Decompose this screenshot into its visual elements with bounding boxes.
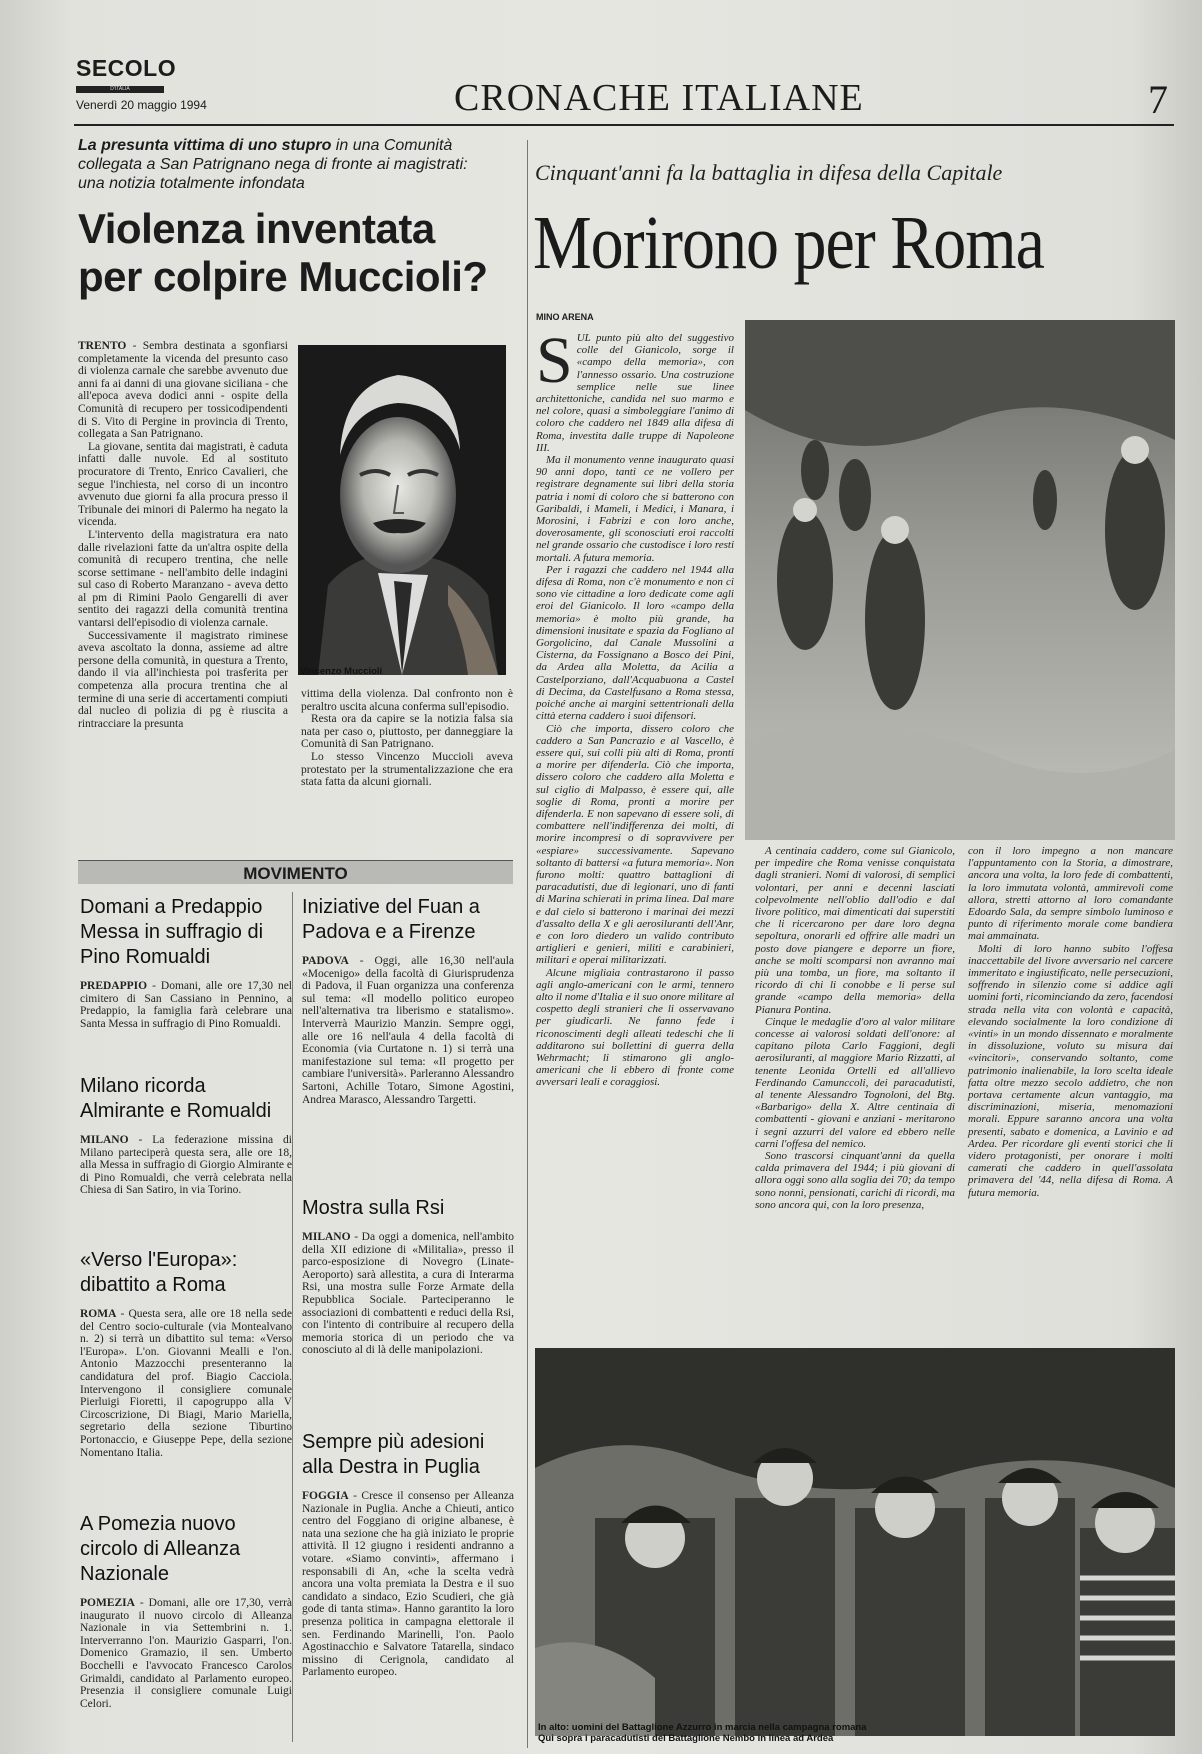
brief-headline: Sempre più adesioni alla Destra in Puglia — [302, 1431, 485, 1478]
movimento-section-bar — [78, 860, 513, 884]
lead-column-1 — [78, 340, 288, 730]
caption-line: Qui sopra i paracadutisti del Battaglione Nembo in linea ad Ardea — [538, 1733, 834, 1744]
brief-text: - La federazione missina di Milano parteciperà questa sera, alle ore 18, alla Messa in suffragio di Giorgio Almirante e di Pino Romualdi, che verrà celebrata nella Chiesa di San Satiro, in via Torino. — [80, 1134, 292, 1197]
feature-paragraph: con il loro impegno a non mancare l'appuntamento con la Storia, a dimostrare, ancora una volta, la loro fede di combattenti, la loro immutata volontà, ammirevoli come allora, stretti attorno al loro comandante Edoardo Sala, da sempre simbolo luminoso e punto di riferimento morale come bandiera mai ammainata. — [968, 845, 1173, 943]
brief-padova — [302, 895, 514, 1106]
lead-paragraph: - Sembra destinata a sgonfiarsi completamente la vicenda del presunto caso di violenza carnale che sarebbe avvenuto due anni fa ai danni di una giovane siciliana - che all'epoca aveva dodici anni - ospite della Comunità di recupero per tossicodipendenti di S. Vito di Pergine in provincia di Trento, collegata a San Patrignano. — [78, 340, 288, 441]
brief-dateline: POMEZIA — [80, 1597, 135, 1609]
lead-headline: Violenza inventata per colpire Muccioli? — [78, 205, 488, 300]
brief-text: - Questa sera, alle ore 18 nella sede del Centro socio-culturale (via Montealvano n. 2) si terrà un dibattito sul tema: «Verso l'Europa». L'on. Giovanni Mealli e l'on. Antonio Mazzocchi presenteranno la candidatura del prof. Biagio Cacciola. Intervengono il consigliere comunale Pierluigi Fioretti, il capogruppo alla V Circoscrizione, Di Biagi, Mario Mariella, segretario della sezione Tiburtino Portonaccio, e Giuseppe Pepe, della sezione Nomentano Italia. — [80, 1308, 292, 1459]
brief-mostra-rsi — [302, 1196, 514, 1357]
lead-column-2 — [301, 688, 513, 789]
brief-headline: Domani a Predappio Messa in suffragio di Pino Romualdi — [80, 896, 264, 968]
brief-text: - Domani, alle ore 17,30 nel cimitero di San Cassiano in Pennino, a Predappio, la famiglia farà celebrare una Santa Messa in suffragio di Pino Romualdi. — [80, 980, 292, 1030]
muccioli-photo-caption: Vincenzo Muccioli — [300, 666, 383, 677]
brief-text: - Da oggi a domenica, nell'ambito della XII edizione di «Militalia», presso il parco-esposizione di Novegro (Linate-Aeroporto) sarà allestita, a cura di Interarma Rsi, una mostra sulle Forze Armate della Repubblica Sociale. Parteciperanno le associazioni di combattenti e reduci della Rsi, con l'intento di contribuire al recupero della memoria storica di un periodo che va conosciuto al di là delle manipolazioni. — [302, 1231, 514, 1357]
masthead-rule — [74, 124, 1174, 126]
issue-date: Venerdì 20 maggio 1994 — [76, 98, 207, 112]
battalion-march-photo — [745, 320, 1175, 840]
feature-paragraph: UL punto più alto del suggestivo colle del Gianicolo, sorge il «campo della memoria», con l'annesso ossario. Una costruzione semplice nelle sue linee architettoniche, candida nel suo marmo e nel colore, quasi a simboleggiare l'animo di coloro che caddero nel 1849 alla difesa di Roma, investita dalle truppe di Napoleone III. — [536, 332, 734, 454]
brief-text: - Domani, alle ore 17,30, verrà inaugurato il nuovo circolo di Alleanza Nazionale in via Settembrini n. 1. Interverranno l'on. Maurizio Gasparri, l'on. Domenico Gramazio, il sen. Umberto Bocchelli e l'avvocato Francesco Carolos Grimaldi, candidato al Parlamento europeo. Presenzia il consigliere comunale Luigi Celori. — [80, 1597, 292, 1710]
lead-paragraph: vittima della violenza. Dal confronto non è peraltro uscita alcuna conferma sull'episodio. — [301, 688, 513, 713]
brief-text: - Oggi, alle 16,30 nell'aula «Mocenigo» della facoltà di Giurisprudenza di Padova, il Fuan organizza una conferenza sul tema: «Il modello politico europeo nell'alternativa tra liberismo e statalismo». Interverrà Maurizio Manzin. Sempre oggi, alle ore 16 nell'aula 4 della facoltà di Economia (via Curtatone n. 1) si terrà una manifestazione sul tema: «Il progetto per cambiare l'università». Parleranno Alessandro Sartoni, Achille Totaro, Simone Agostini, Andrea Marasco, Alessandro Targetti. — [302, 955, 514, 1106]
lead-kicker — [78, 136, 478, 193]
brief-dateline: MILANO — [80, 1134, 129, 1146]
brief-dateline: ROMA — [80, 1308, 117, 1320]
feature-column-3 — [968, 845, 1173, 1199]
march-illustration — [745, 320, 1175, 840]
lead-paragraph: La giovane, sentita dai magistrati, è caduta infatti dalle nuvole. Ed al sostituto procuratore di Trento, Enrico Cavalieri, che segue l'inchiesta, nel corso di un incontro avvenuto due giorni fa alla procura presso il Tribunale dei minori di Palermo ha negato la vicenda. — [78, 440, 288, 529]
feature-dropcap: S — [536, 324, 573, 397]
portrait-illustration — [298, 345, 506, 675]
brief-roma — [80, 1248, 292, 1459]
page-number: 7 — [1148, 77, 1168, 122]
feature-column-1 — [536, 324, 734, 1089]
brief-milano — [80, 1074, 292, 1197]
paratroopers-group-photo — [535, 1348, 1175, 1736]
brief-headline: Iniziative del Fuan a Padova e a Firenze — [302, 896, 480, 943]
feature-paragraph: Sono trascorsi cinquant'anni da quella calda primavera del 1944; i più giovani di allora oggi sono alla soglia dei 70; da tempo sono nonni, pensionati, carichi di ricordi, ma sono ancora qui, con la loro presenza, — [755, 1150, 955, 1211]
brief-dateline: MILANO — [302, 1231, 351, 1243]
feature-byline: MINO ARENA — [536, 312, 594, 322]
brief-predappio — [80, 895, 292, 1030]
muccioli-portrait-photo — [298, 345, 506, 675]
brief-headline: A Pomezia nuovo circolo di Alleanza Nazionale — [80, 1513, 241, 1585]
newspaper-logo-sub: D'ITALIA — [76, 86, 164, 93]
paratroopers-illustration — [535, 1348, 1175, 1736]
feature-paragraph: Cinque le medaglie d'oro al valor militare concesse ai valorosi soldati dell'onore: al capitano pilota Carlo Faggioni, degli aerosiluranti, al maggiore Mario Rizzatti, al tenente Leonida Ortelli ed all'allievo Ferdinando Camunccoli, dei paracadutisti, al tenente Alessandro Tognoloni, del Btg. «Barbarigo» della X. Altre centinaia di combattenti - giovani e anziani - meritarono i segni azzurri del valore ed ebbero nelle carni l'offesa del nemico. — [755, 1015, 955, 1150]
lead-dateline: TRENTO — [78, 340, 127, 352]
section-title: CRONACHE ITALIANE — [454, 77, 864, 119]
brief-dateline: FOGGIA — [302, 1490, 349, 1502]
newspaper-logo: SECOLO — [76, 55, 177, 81]
movimento-label: MOVIMENTO — [243, 864, 348, 883]
lead-paragraph: Resta ora da capire se la notizia falsa sia nata per caso o, piuttosto, per danneggiare la Comunità di San Patrignano. — [301, 713, 513, 751]
feature-photo-caption — [538, 1722, 1138, 1744]
brief-pomezia — [80, 1512, 292, 1710]
feature-paragraph: Per i ragazzi che caddero nel 1944 alla difesa di Roma, non c'è monumento e non ci sono vie cittadine a loro dedicate come agli eroi del Gianicolo. Il loro «campo della memoria» è molto più grande, ha dimensioni inusitate e spazia da Fogliano al Gorgolicino, dal Canale Mussolini a Cisterna, da Fossignano a Bosco dei Pini, da Ardea alla Moletta, da Acilia a Castelporziano, dall'Acquabuona a Castel di Decima, da Castelfusano a Roma stessa, poiché anche ai margini settentrionali della città eterna caddero i suoi difensori. — [536, 563, 734, 723]
lead-paragraph: Lo stesso Vincenzo Muccioli aveva protestato per la strumentalizzazione che era stata fatta da alcuni giornali. — [301, 750, 513, 789]
feature-paragraph: A centinaia caddero, come sul Gianicolo, per impedire che Roma venisse conquistata dagli stranieri. Nomi di valorosi, di semplici volontari, per anni e decenni lasciati colpevolmente nell'oblio dall'odio e dal livore politico, mai dimenticati dai superstiti che li ricercarono per dare loro degna sepoltura, onorarli ed offrire alle madri un posto dove piangere e deporre un fiore, anche se molti scomparsi non avranno mai più una tomba, un fiore, ma soltanto il ricordo di chi li conobbe e li perse sul grande «campo della memoria» della Pianura Pontina. — [755, 845, 955, 1016]
brief-dateline: PADOVA — [302, 955, 349, 967]
feature-column-2 — [755, 845, 955, 1211]
brief-headline: Mostra sulla Rsi — [302, 1197, 445, 1219]
feature-paragraph: Alcune migliaia contrastarono il passo agli anglo-americani con le armi, tennero alto il nome d'Italia e il suo onore militare al cospetto degli stranieri che li osservavano per giudicarli. Ne fanno fede i riconoscimenti degli alleati tedeschi che li additarono sui bollettini di guerra della Wehrmacht; li stimarono gli anglo-americani che li ebbero di fronte come avversari leali e coraggiosi. — [536, 966, 734, 1089]
feature-paragraph: Ciò che importa, dissero coloro che caddero a San Pancrazio e al Vascello, è essere qui, sui colli più alti di Roma, pronti a morire per difenderla. Ciò che importa, dissero coloro che caddero alla Moletta e sul ciglio di Malpasso, è essere qui, alle soglie di Roma, pronti a morire per difenderla. E non sapevano di essere soli, di combattere nell'indifferenza dei molti, di morire incompresi o di sopravvivere per «espiare» successivamente. Sapevano soltanto di battersi «a futura memoria». Non furono molti: quattro battaglioni di paracadutisti, due di legionari, uno di fanti di Marina schierati in prima linea. Dal mare e dal cielo si batterono i marinai dei mezzi d'assalto della X e gli aerosiluranti dell'Anr, e con loro diedero un valido contributo artiglieri e genieri, militi e carabinieri, militari e operai militarizzati. — [536, 722, 734, 967]
feature-headline: Morirono per Roma — [533, 201, 1044, 286]
column-divider — [292, 892, 293, 1742]
masthead — [74, 50, 1174, 126]
brief-headline: «Verso l'Europa»: dibattito a Roma — [80, 1249, 238, 1296]
feature-paragraph: Ma il monumento venne inaugurato quasi 90 anni dopo, tanti ce ne vollero per registrare degnamente sui libri della storia patria i nomi di coloro che si batterono con Garibaldi, i Mameli, i Medici, i Manara, i Morosini, i Fabrizi e con loro anche, doverosamente, gli sconosciuti eroi raccolti nel grande ossario che custodisce i loro resti mortali. A futura memoria. — [536, 454, 734, 564]
brief-dateline: PREDAPPIO — [80, 980, 148, 992]
lead-paragraph: Successivamente il magistrato riminese aveva ascoltato la donna, assieme ad altre persone della comunità, in questura a Trento, dando il via all'inchiesta poi trasferita per competenza alla procura trentina che al termine di una serie di accertamenti compiuti dal nucleo di polizia di pg è riuscita a rintracciare la presunta — [78, 629, 288, 730]
feature-kicker: Cinquant'anni fa la battaglia in difesa della Capitale — [535, 160, 1003, 185]
caption-line: In alto: uomini del Battaglione Azzurro in marcia nella campagna romana — [538, 1722, 867, 1733]
lead-paragraph: L'intervento della magistratura era nato dalle rivelazioni fatte da un'altra ospite della comunità di recupero trentina, che nelle scorse settimane - nell'ambito delle indagini sul caso di Roberto Maranzano - aveva detto al pm di Rimini Paolo Gengarelli di aver sentito dei ragazzi della comunità trentina vantarsi dell'episodio di violenza carnale. — [78, 528, 288, 630]
brief-foggia — [302, 1430, 514, 1679]
brief-headline: Milano ricorda Almirante e Romualdi — [80, 1075, 272, 1122]
lead-kicker-bold: La presunta vittima di uno stupro — [78, 137, 332, 154]
brief-text: - Cresce il consenso per Alleanza Nazionale in Puglia. Anche a Chieuti, antico centro del Foggiano di origine albanese, è nata una sezione che ha già iniziato le proprie attività. Il 12 giugno i residenti andranno a votare. «Siamo convinti», affermano i responsabili di An, «che la scelta vedrà ancora una volta premiata la Destra e il suo candidato a sindaco, Ezio Scudieri, che già gode di tanta stima». Hanno garantito la loro presenza politica in campagna elettorale il sen. Ferdinando Marinelli, l'on. Paolo Agostinacchio e Salvatore Tatarella, sindaco missino di Cerignola, candidato al Parlamento europeo. — [302, 1490, 514, 1679]
feature-paragraph: Molti di loro hanno subito l'offesa inaccettabile del livore avversario nel carcere immeritato e ingiustificato, nelle persecuzioni, soffrendo in silenzio come si addice agli uomini forti, ricominciando da zero, facendosi strada nella vita con volontà e capacità, elevando socialmente la loro condizione di «vinti» in un mondo dissennato e moralmente in dissoluzione, voluto su misura dai «vincitori», conservando soltanto, come patrimonio inalienabile, la loro scelta ideale fatta oltre mezzo secolo addietro, che non portava certamente alcun vantaggio, ma discriminazioni, miseria, menomazioni morali. Eppure saranno ancora una volta presenti, sabato e domenica, a Lavinio e ad Ardea. Per ricordare gli eventi storici che li videro protagonisti, per onorare i molti camerati che caddero in quell'assolata primavera del '44, nella difesa di Roma. A futura memoria. — [968, 942, 1173, 1199]
lead-kicker-rest: in una Comunità collegata a San Patrignano nega di fronte ai magistrati: una notizia totalmente infondata — [78, 137, 468, 192]
